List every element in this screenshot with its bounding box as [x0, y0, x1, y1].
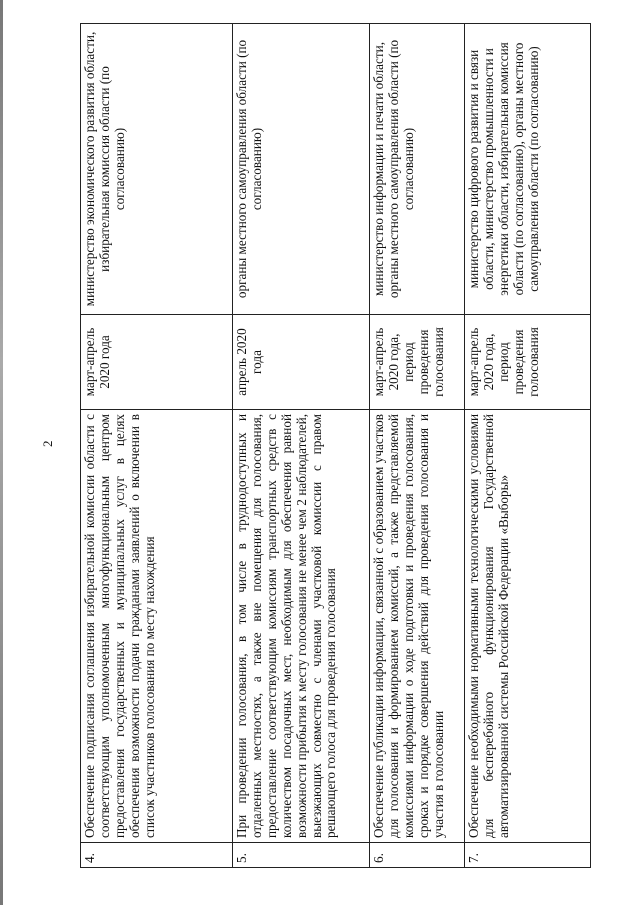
row-responsible: министерство экономического развития области, избирательная комиссия области (по согласованию): [81, 24, 233, 315]
row-period: апрель 2020 года: [233, 315, 370, 410]
row-responsible: министерство цифрового развития и связи области, министерство промышленности и энергетики области, избирательная комиссия области (по согласованию), органы местного самоуправления области (по согласованию): [465, 24, 591, 315]
row-number: 6.: [370, 843, 465, 868]
row-period: март-апрель 2020 года, период проведения голосования: [465, 315, 591, 410]
row-description: Обеспечение необходимыми нормативными технологическими условиями для бесперебойного функционирования Государственной автоматизированной системы Российской Федерации «Выборы»: [465, 410, 591, 843]
row-period: март-апрель 2020 года, период проведения голосования: [370, 315, 465, 410]
table-row: [233, 24, 370, 868]
table-row: [465, 24, 591, 868]
table-row: [370, 24, 465, 868]
row-number: 4.: [81, 843, 233, 868]
row-responsible: органы местного самоуправления области (по согласованию): [233, 24, 370, 315]
action-plan-table: [80, 23, 591, 868]
rotated-page-content: [80, 31, 590, 868]
row-description: Обеспечение подписания соглашения избирательной комиссии области с соответствующим уполномоченным многофункциональным центром предоставления государственных и муниципальных услуг в целях обеспечения возможности подачи гражданами заявлений о включении в список участников голосования по месту нахождения: [81, 410, 233, 843]
row-number: 7.: [465, 843, 591, 868]
scan-edge: [0, 0, 3, 905]
row-responsible: министерство информации и печати области, органы местного самоуправления области (по согласованию): [370, 24, 465, 315]
row-number: 5.: [233, 843, 370, 868]
table-row: [81, 24, 233, 868]
row-description: Обеспечение публикации информации, связанной с образованием участков для голосования и формированием комиссий, а также представляемой комиссиями информации о ходе подготовки и проведения голосования, сроках и порядке совершения действий для проведения голосования и участия в голосовании: [370, 410, 465, 843]
page-number: 2: [40, 440, 55, 447]
row-description: При проведении голосования, в том числе в труднодоступных и отдаленных местностях, а также вне помещения для голосования, предоставление соответствующим комиссиям транспортных средств с количеством посадочных мест, необходимым для обеспечения равной возможности прибытия к месту голосования не менее чем 2 наблюдателей, выезжающих совместно с членами участковой комиссии с правом решающего голоса для проведения голосования: [233, 410, 370, 843]
row-period: март-апрель 2020 года: [81, 315, 233, 410]
